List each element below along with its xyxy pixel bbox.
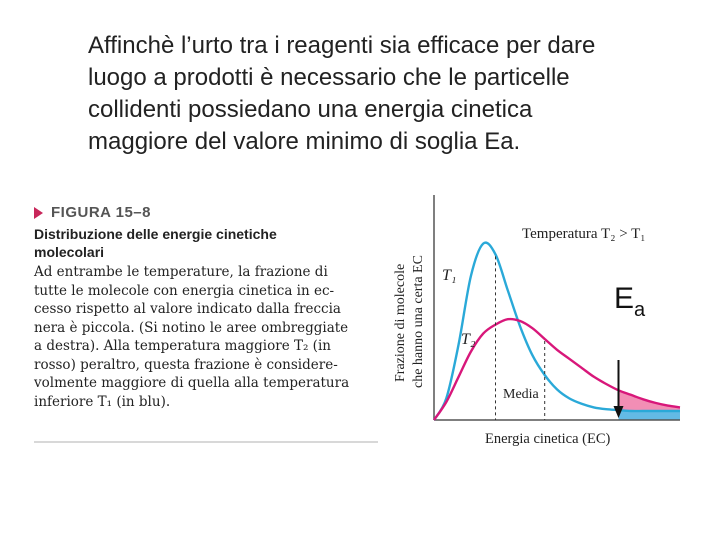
intro-line: maggiore del valore minimo di soglia Ea. [88,128,521,155]
x-axis-label: Energia cinetica (EC) [485,431,611,447]
ea-label-sub: a [634,299,646,321]
figure-title-line: molecolari [34,244,105,260]
figure-body-line: tutte le molecole con energia cinetica in ec- [34,282,335,299]
figure-label: FIGURA 15–8 [51,204,151,221]
figure-body-line: Ad entrambe le temperature, la frazione di [34,264,328,280]
chart-title: Temperatura T₂ > T₁ [522,226,646,242]
figure-body-line: inferiore T₁ (in blu). [34,393,171,410]
figure-body-line: cesso rispetto al valore indicato dalla freccia [34,301,341,317]
figure-body-line: volmente maggiore di quella alla temperatura [34,375,350,391]
ea-label [614,282,646,321]
ea-label-main: E [614,282,635,315]
y-axis-label: che hanno una certa EC [411,255,426,388]
figure-body-line: nera è piccola. (Si notino le aree ombreggiate [34,319,349,336]
intro-line: Affinchè l’urto tra i reagenti sia efficace per dare [88,32,596,59]
figure-body-line: a destra). Alla temperatura maggiore T₂ (in [34,338,331,354]
series-label-t2: T₂ [461,331,476,348]
y-axis-label: Frazione di molecole [393,263,408,382]
mean-label: Media [503,387,539,402]
figure-title-line: Distribuzione delle energie cinetiche [34,226,277,242]
series-label-t1: T₁ [442,267,457,284]
intro-line: collidenti possiedano una energia cinetica [88,96,533,123]
figure-body-line: rosso) peraltro, questa frazione è considere- [34,356,338,373]
intro-line: luogo a prodotti è necessario che le particelle [88,64,570,91]
